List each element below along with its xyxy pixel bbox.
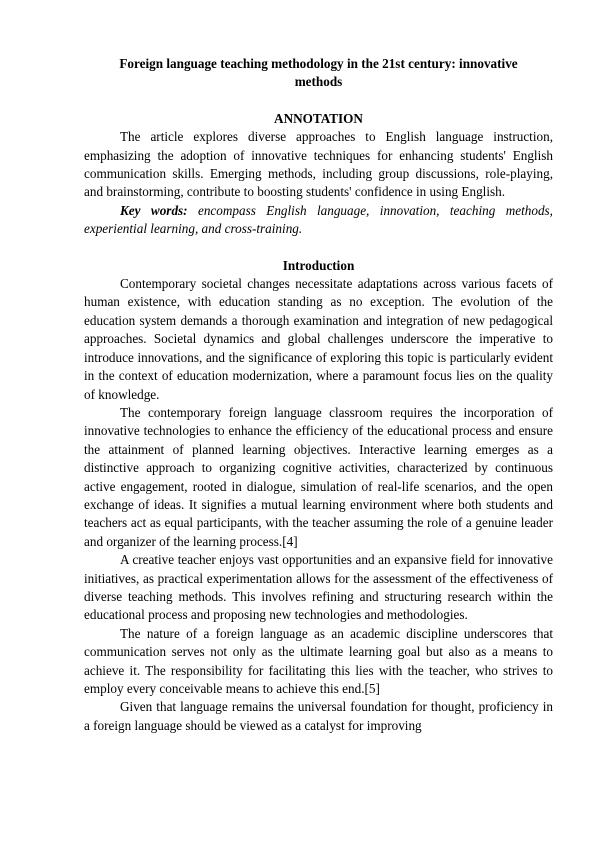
body-paragraph: Contemporary societal changes necessitate adaptations across various facets of human existence, with education standing as no exception. The evolution of the education system demands a thorough examination and integration of new pedagogical approaches. Societal dynamics and global challenges underscore the imperative to introduce innovations, and the significance of exploring this topic is particularly evident in the context of education modernization, where a paramount focus lies on the quality of knowledge. xyxy=(84,276,553,402)
spacer xyxy=(84,92,553,110)
annotation-heading: ANNOTATION xyxy=(274,110,363,126)
spacer xyxy=(84,239,553,257)
annotation-paragraph: The article explores diverse approaches to English language instruction, emphasizing the adoption of innovative techniques for enhancing students' English communication skills. Emerging methods, including group discussions, role-playing, and brainstorming, contribute to boosting students' confidence in using English. xyxy=(84,129,553,200)
body-paragraph: Given that language remains the universal foundation for thought, proficiency in a foreign language should be viewed as a catalyst for improving xyxy=(84,699,553,733)
document-page xyxy=(84,55,553,735)
keywords-paragraph xyxy=(84,202,553,239)
keywords-text: encompass English language, innovation, teaching methods, experiential learning, and cross-training. xyxy=(84,202,553,237)
document-title: Foreign language teaching methodology in the 21st century: innovative methods xyxy=(119,56,518,90)
keywords-label: Key words: xyxy=(120,202,188,218)
introduction-heading: Introduction xyxy=(282,257,355,273)
body-paragraph: The nature of a foreign language as an academic discipline underscores that communication serves not only as the ultimate learning goal but also as a means to achieve it. The responsibility for facilitating this lies with the teacher, who strives to employ every conceivable means to achieve this end.[5] xyxy=(84,625,553,696)
body-paragraph: The contemporary foreign language classroom requires the incorporation of innovative technologies to enhance the efficiency of the educational process and ensure the attainment of planned learning objectives. Interactive learning emerges as a distinctive approach to organizing cognitive activities, characterized by continuous active engagement, rooted in dialogue, simulation of real-life scenarios, and the open exchange of ideas. It signifies a mutual learning environment where both students and teachers act as equal participants, with the teacher assuming the role of a genuine leader and organizer of the learning process.[4] xyxy=(84,404,553,549)
body-paragraph: A creative teacher enjoys vast opportunities and an expansive field for innovative initiatives, as practical experimentation allows for the assessment of the effectiveness of diverse teaching methods. This involves refining and structuring research within the educational process and proposing new technologies and methodologies. xyxy=(84,552,553,623)
